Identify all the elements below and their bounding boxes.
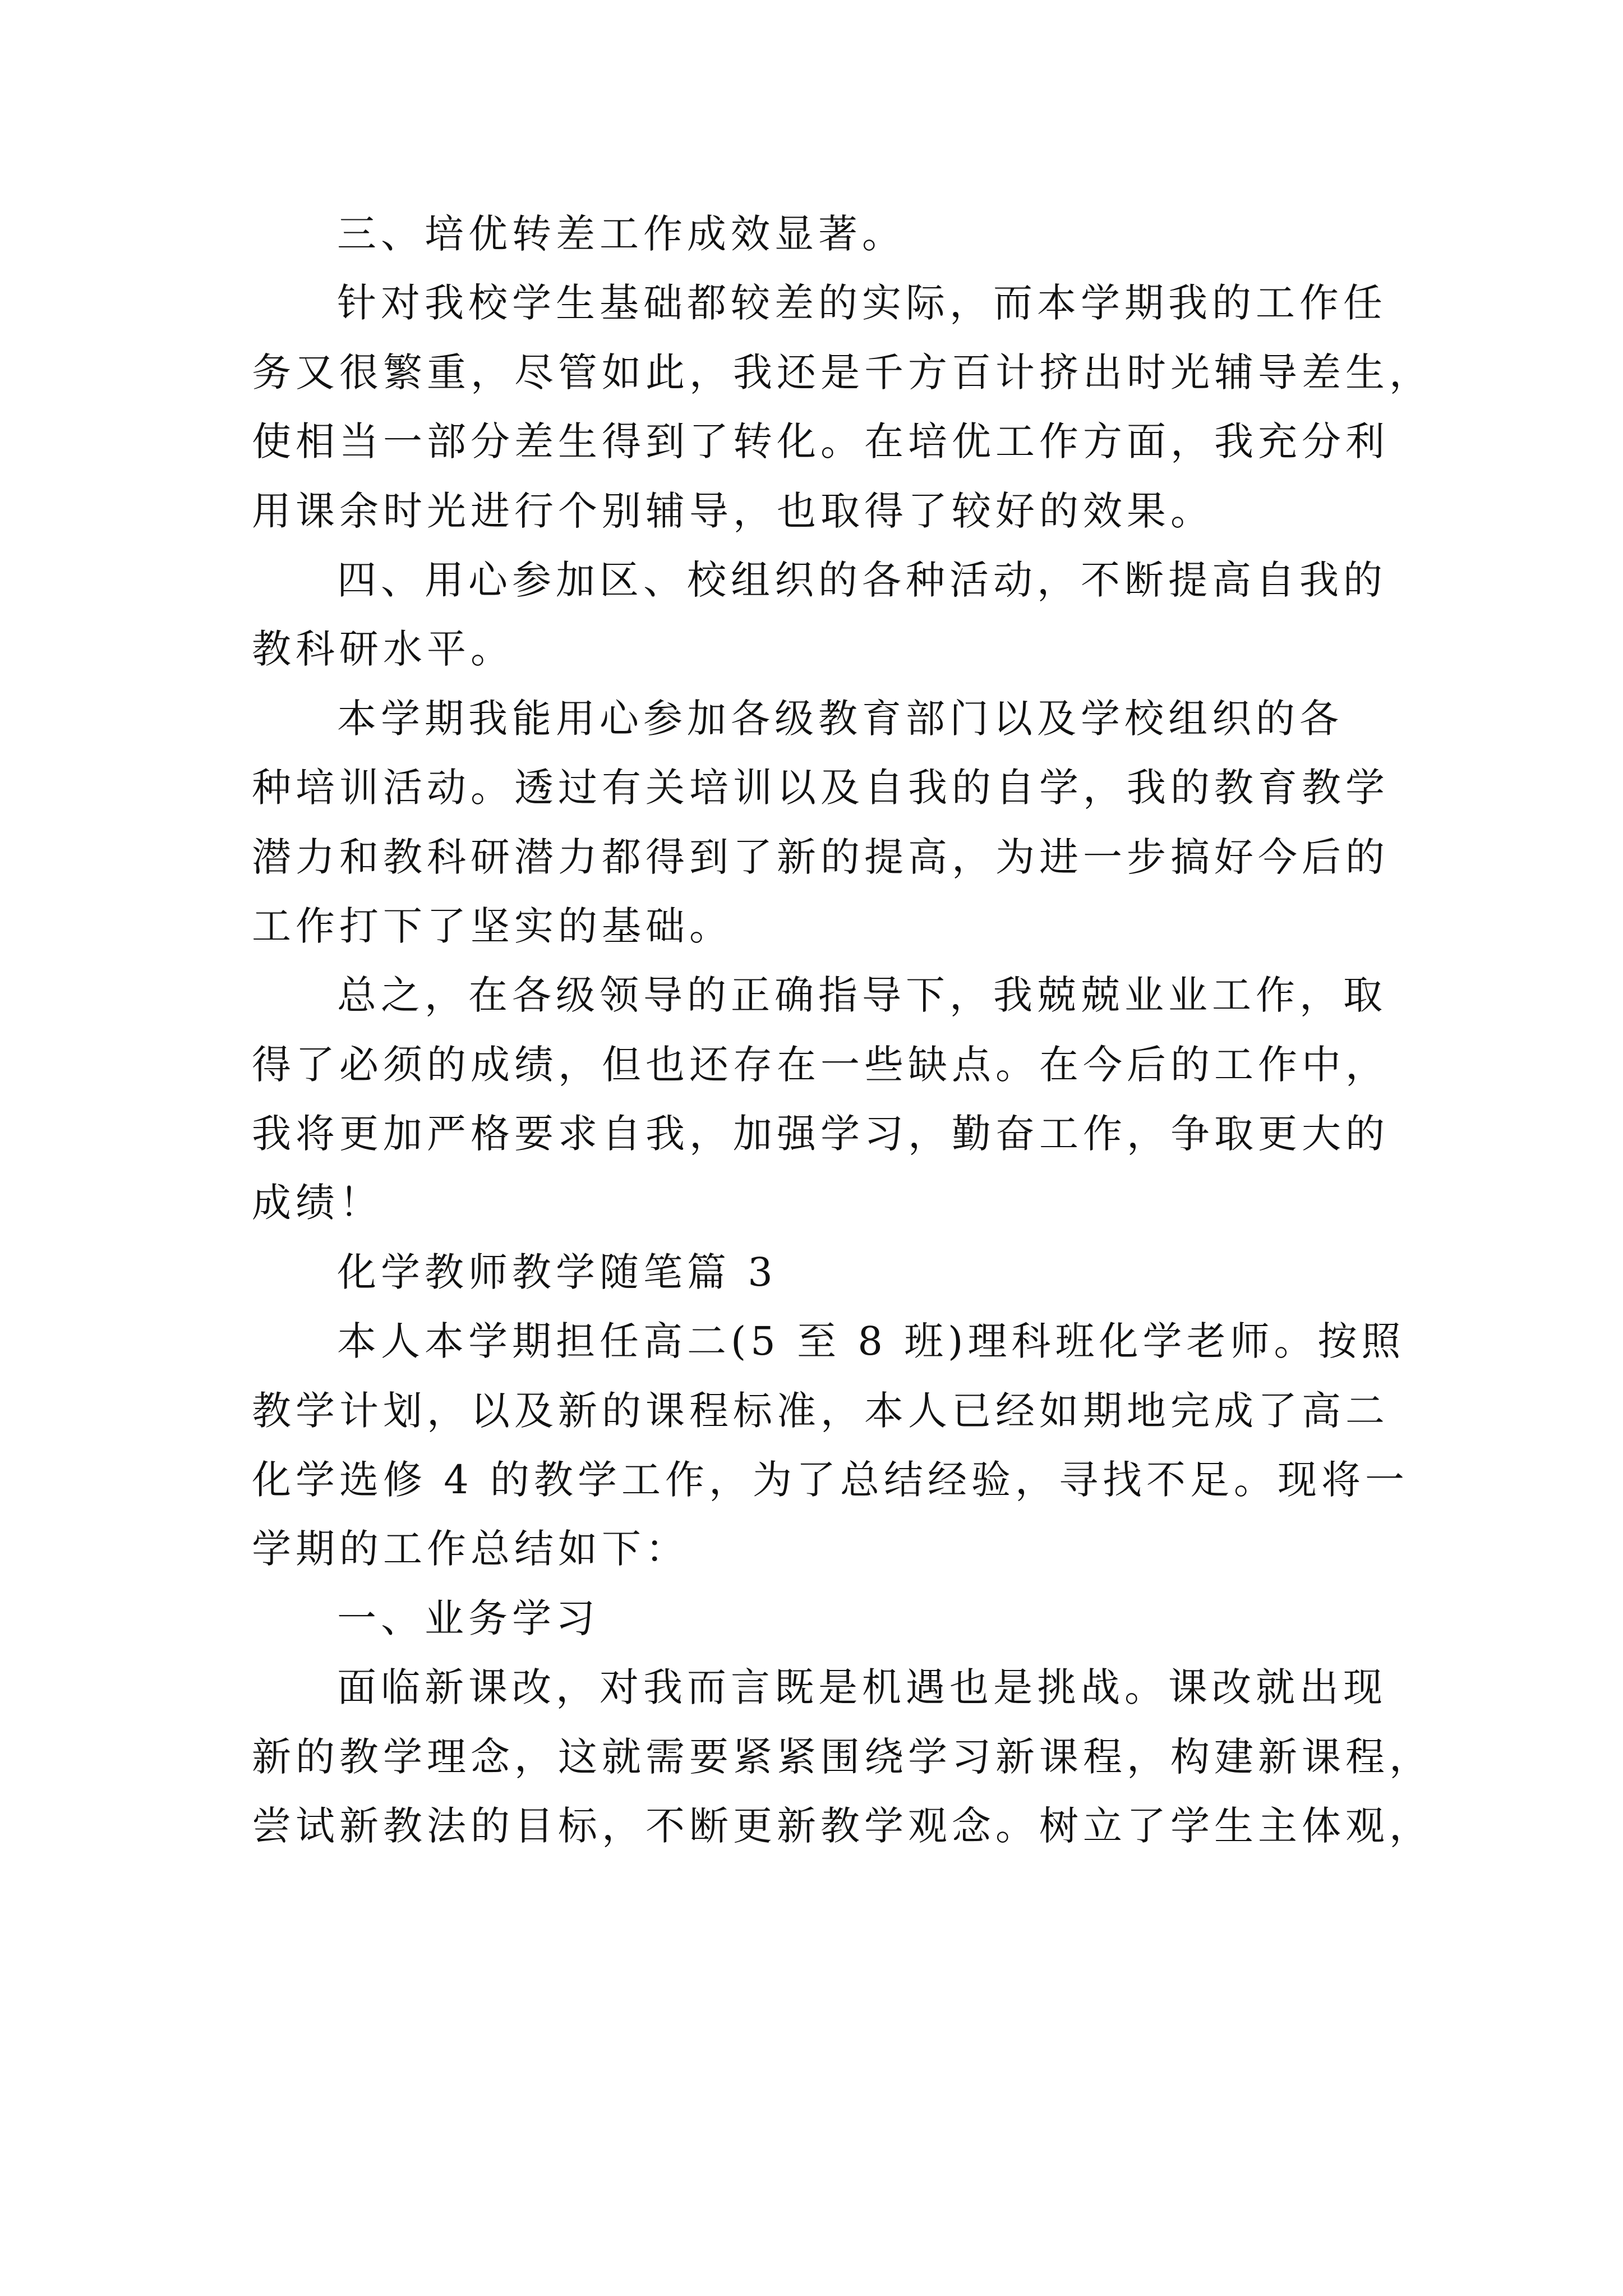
paragraph-line: 针对我校学生基础都较差的实际，而本学期我的工作任: [337, 280, 1387, 326]
paragraph-line: 尝试新教法的目标，不断更新教学观念。树立了学生主体观，: [252, 1802, 1433, 1849]
paragraph-line: 面临新课改，对我而言既是机遇也是挑战。课改就出现: [337, 1664, 1387, 1711]
paragraph-line: 潜力和教科研潜力都得到了新的提高，为进一步搞好今后的: [252, 834, 1389, 880]
body-text: [252, 200, 1433, 1861]
section-heading: 化学教师教学随笔篇 3: [337, 1249, 777, 1295]
paragraph-line: 得了必须的成绩，但也还存在一些缺点。在今后的工作中，: [252, 1041, 1389, 1088]
paragraph-line: 教学计划，以及新的课程标准，本人已经如期地完成了高二: [252, 1387, 1389, 1434]
paragraph-line: 成绩！: [252, 1180, 383, 1226]
paragraph-line: 本人本学期担任高二(5 至 8 班)理科班化学老师。按照: [337, 1318, 1405, 1365]
paragraph-line: 本学期我能用心参加各级教育部门以及学校组织的各: [337, 695, 1343, 742]
paragraph-line: 新的教学理念，这就需要紧紧围绕学习新课程，构建新课程，: [252, 1733, 1433, 1780]
paragraph-line: 化学选修 4 的教学工作，为了总结经验，寻找不足。现将一: [252, 1457, 1409, 1503]
paragraph-line: 教科研水平。: [252, 626, 514, 673]
paragraph-line: 用课余时光进行个别辅导，也取得了较好的效果。: [252, 487, 1214, 534]
paragraph-line: 四、用心参加区、校组织的各种活动，不断提高自我的: [337, 556, 1387, 603]
paragraph-line: 三、培优转差工作成效显著。: [337, 211, 906, 257]
paragraph-line: 我将更加严格要求自我，加强学习，勤奋工作，争取更大的: [252, 1111, 1389, 1157]
subsection-heading: 一、业务学习: [337, 1595, 600, 1641]
paragraph-line: 务又很繁重，尽管如此，我还是千方百计挤出时光辅导差生，: [252, 349, 1433, 395]
paragraph-line: 工作打下了坚实的基础。: [252, 903, 733, 949]
paragraph-line: 种培训活动。透过有关培训以及自我的自学，我的教育教学: [252, 765, 1389, 811]
paragraph-line: 使相当一部分差生得到了转化。在培优工作方面，我充分利: [252, 418, 1389, 465]
paragraph-line: 总之，在各级领导的正确指导下，我兢兢业业工作，取: [337, 972, 1387, 1019]
paragraph-line: 学期的工作总结如下：: [252, 1526, 689, 1572]
